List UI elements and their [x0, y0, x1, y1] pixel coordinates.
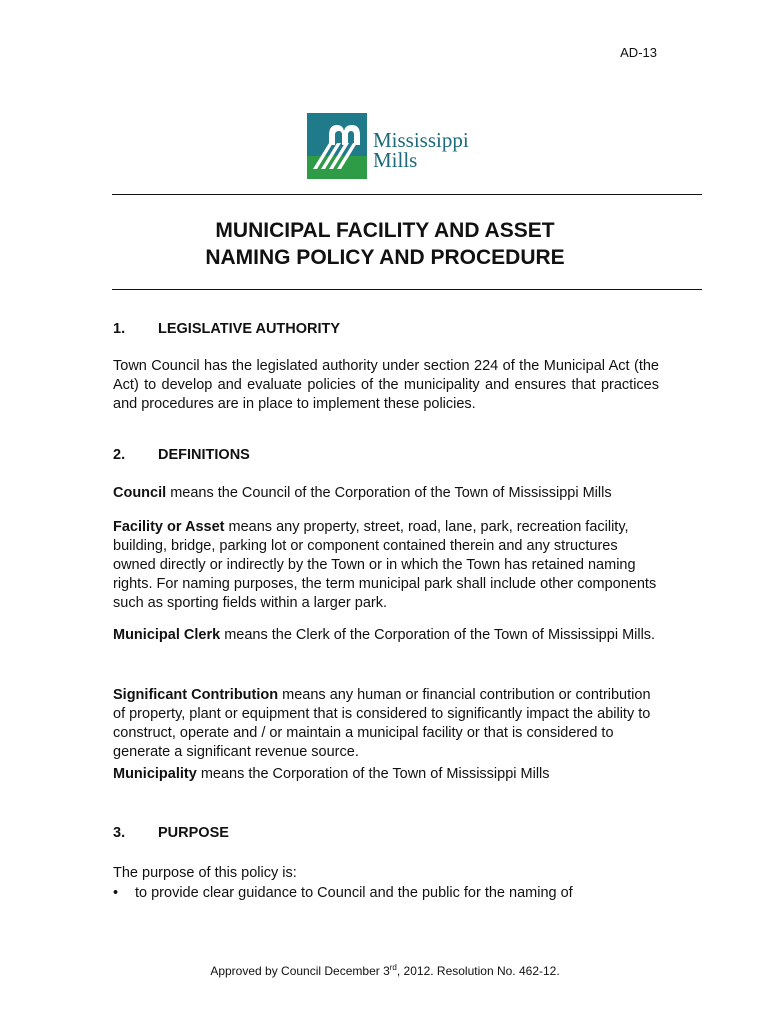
section-3-heading	[113, 825, 229, 841]
definition-facility-or-asset	[113, 518, 659, 613]
definition-term: Municipal Clerk	[113, 627, 221, 643]
definition-council	[113, 484, 659, 503]
footer-text-before: Approved by Council December 3	[210, 964, 390, 978]
section-title: PURPOSE	[158, 825, 229, 841]
definition-text: means the Corporation of the Town of Mississippi Mills	[196, 766, 550, 782]
definition-term: Council	[113, 485, 167, 501]
logo-wordmark	[373, 130, 469, 170]
definition-term: Municipality	[113, 766, 197, 782]
section-title: DEFINITIONS	[158, 447, 250, 463]
definition-text: means the Council of the Corporation of the Town of Mississippi Mills	[166, 485, 612, 501]
section-1-heading	[113, 321, 340, 337]
section-3-intro: The purpose of this policy is:	[113, 865, 297, 881]
title-line-2: NAMING POLICY AND PROCEDURE	[205, 246, 565, 269]
title-rule-bottom	[112, 289, 702, 290]
title-rule-top	[112, 194, 702, 195]
bullet-text: to provide clear guidance to Council and the public for the naming of	[135, 885, 573, 901]
section-number: 1.	[113, 321, 126, 337]
definition-municipal-clerk	[113, 626, 659, 645]
section-title: LEGISLATIVE AUTHORITY	[158, 321, 341, 337]
footer-ordinal: rd	[389, 963, 397, 972]
logo-line-1: Mississippi	[373, 128, 469, 152]
logo-line-2: Mills	[373, 148, 418, 172]
definition-significant-contribution	[113, 686, 659, 762]
mississippi-mills-logo	[307, 113, 467, 179]
definition-term: Significant Contribution	[113, 687, 279, 703]
definition-text: means any human or financial contribution or contribution of property, plant or equipment that is considered to significantly impact the ability to construct, operate and / or maintain a municipal facility or that is considered to generate a significant revenue source.	[113, 687, 651, 760]
purpose-bullet-item	[113, 885, 573, 901]
section-number: 2.	[113, 447, 126, 463]
section-1-text: Town Council has the legislated authority under section 224 of the Municipal Act (the Act) to develop and evaluate policies of the municipality and ensures that practices and procedures are in place to implement these policies.	[113, 358, 659, 412]
title-line-1: MUNICIPAL FACILITY AND ASSET	[215, 219, 555, 242]
definition-municipality	[113, 765, 659, 784]
approval-footer	[0, 963, 770, 978]
section-2-heading	[113, 447, 250, 463]
section-number: 3.	[113, 825, 126, 841]
document-title	[112, 217, 658, 271]
definition-text: means any property, street, road, lane, park, recreation facility, building, bridge, parking lot or component contained therein and any structures owned directly or indirectly by the Town or in which the Town has retained naming rights. For naming purposes, the term municipal park shall include other components such as sporting fields within a larger park.	[113, 519, 657, 611]
document-code: AD-13	[620, 45, 657, 60]
definition-term: Facility or Asset	[113, 519, 225, 535]
footer-text-after: , 2012. Resolution No. 462-12.	[396, 964, 560, 978]
definition-text: means the Clerk of the Corporation of the Town of Mississippi Mills.	[220, 627, 656, 643]
bullet-icon: •	[113, 885, 119, 901]
logo-mark-icon	[307, 113, 367, 179]
